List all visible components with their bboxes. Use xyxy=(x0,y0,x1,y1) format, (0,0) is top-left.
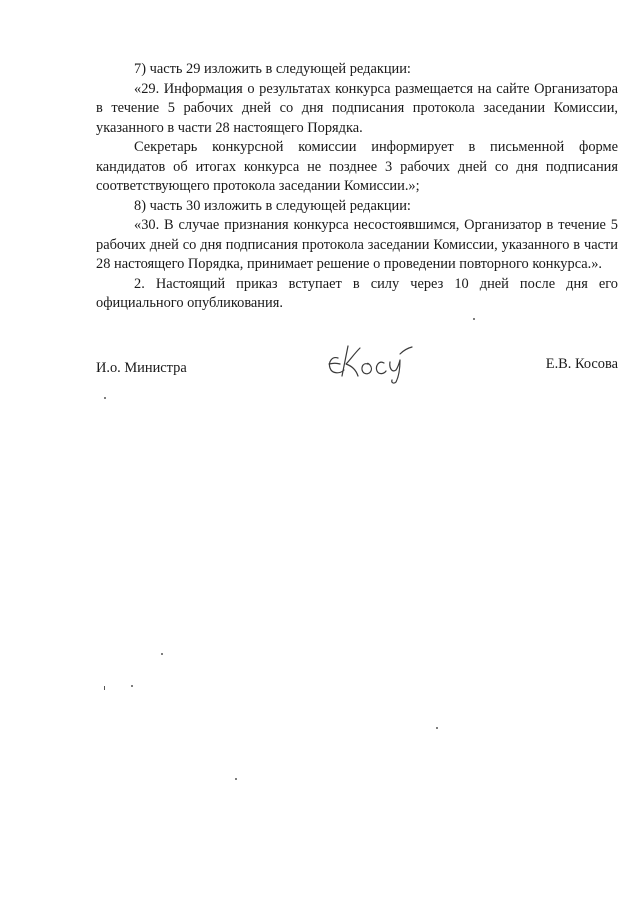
signatory-name: Е.В. Косова xyxy=(545,356,618,372)
signature-block xyxy=(96,352,618,392)
scan-speck xyxy=(436,727,438,729)
paragraph-amend-part-29: 7) часть 29 изложить в следующей редакции: xyxy=(134,61,411,77)
scan-speck xyxy=(131,685,133,687)
scan-speck xyxy=(473,318,475,320)
scan-speck xyxy=(235,778,237,780)
paragraph-secretary-text: Секретарь конкурсной комиссии информирует в письменной форме кандидатов об итогах конкурса не позднее 3 рабочих дней со дня подписания соответствующего протокола заседании Комиссии.»; xyxy=(96,139,618,194)
document-body xyxy=(96,60,618,314)
paragraph-part-29-text: «29. Информация о результатах конкурса размещается на сайте Организатора в течение 5 рабочих дней со дня подписания протокола заседании Комиссии, указанного в части 28 настоящего Порядка. xyxy=(96,80,618,136)
scan-speck xyxy=(104,686,105,690)
paragraph-part-30-text: «30. В случае признания конкурса несостоявшимся, Организатор в течение 5 рабочих дней со дня подписания протокола заседании Комиссии, указанного в части 28 настоящего Порядка, принимает решение о проведении повторного конкурса.». xyxy=(96,217,618,272)
scan-speck xyxy=(104,397,106,399)
scan-speck xyxy=(161,653,163,655)
signatory-title: И.о. Министра xyxy=(96,360,187,376)
paragraph-effective-date: 2. Настоящий приказ вступает в силу через 10 дней после дня его официального опубликования. xyxy=(96,275,618,311)
handwritten-signature xyxy=(324,338,414,384)
paragraph-amend-part-30: 8) часть 30 изложить в следующей редакции: xyxy=(134,197,411,214)
